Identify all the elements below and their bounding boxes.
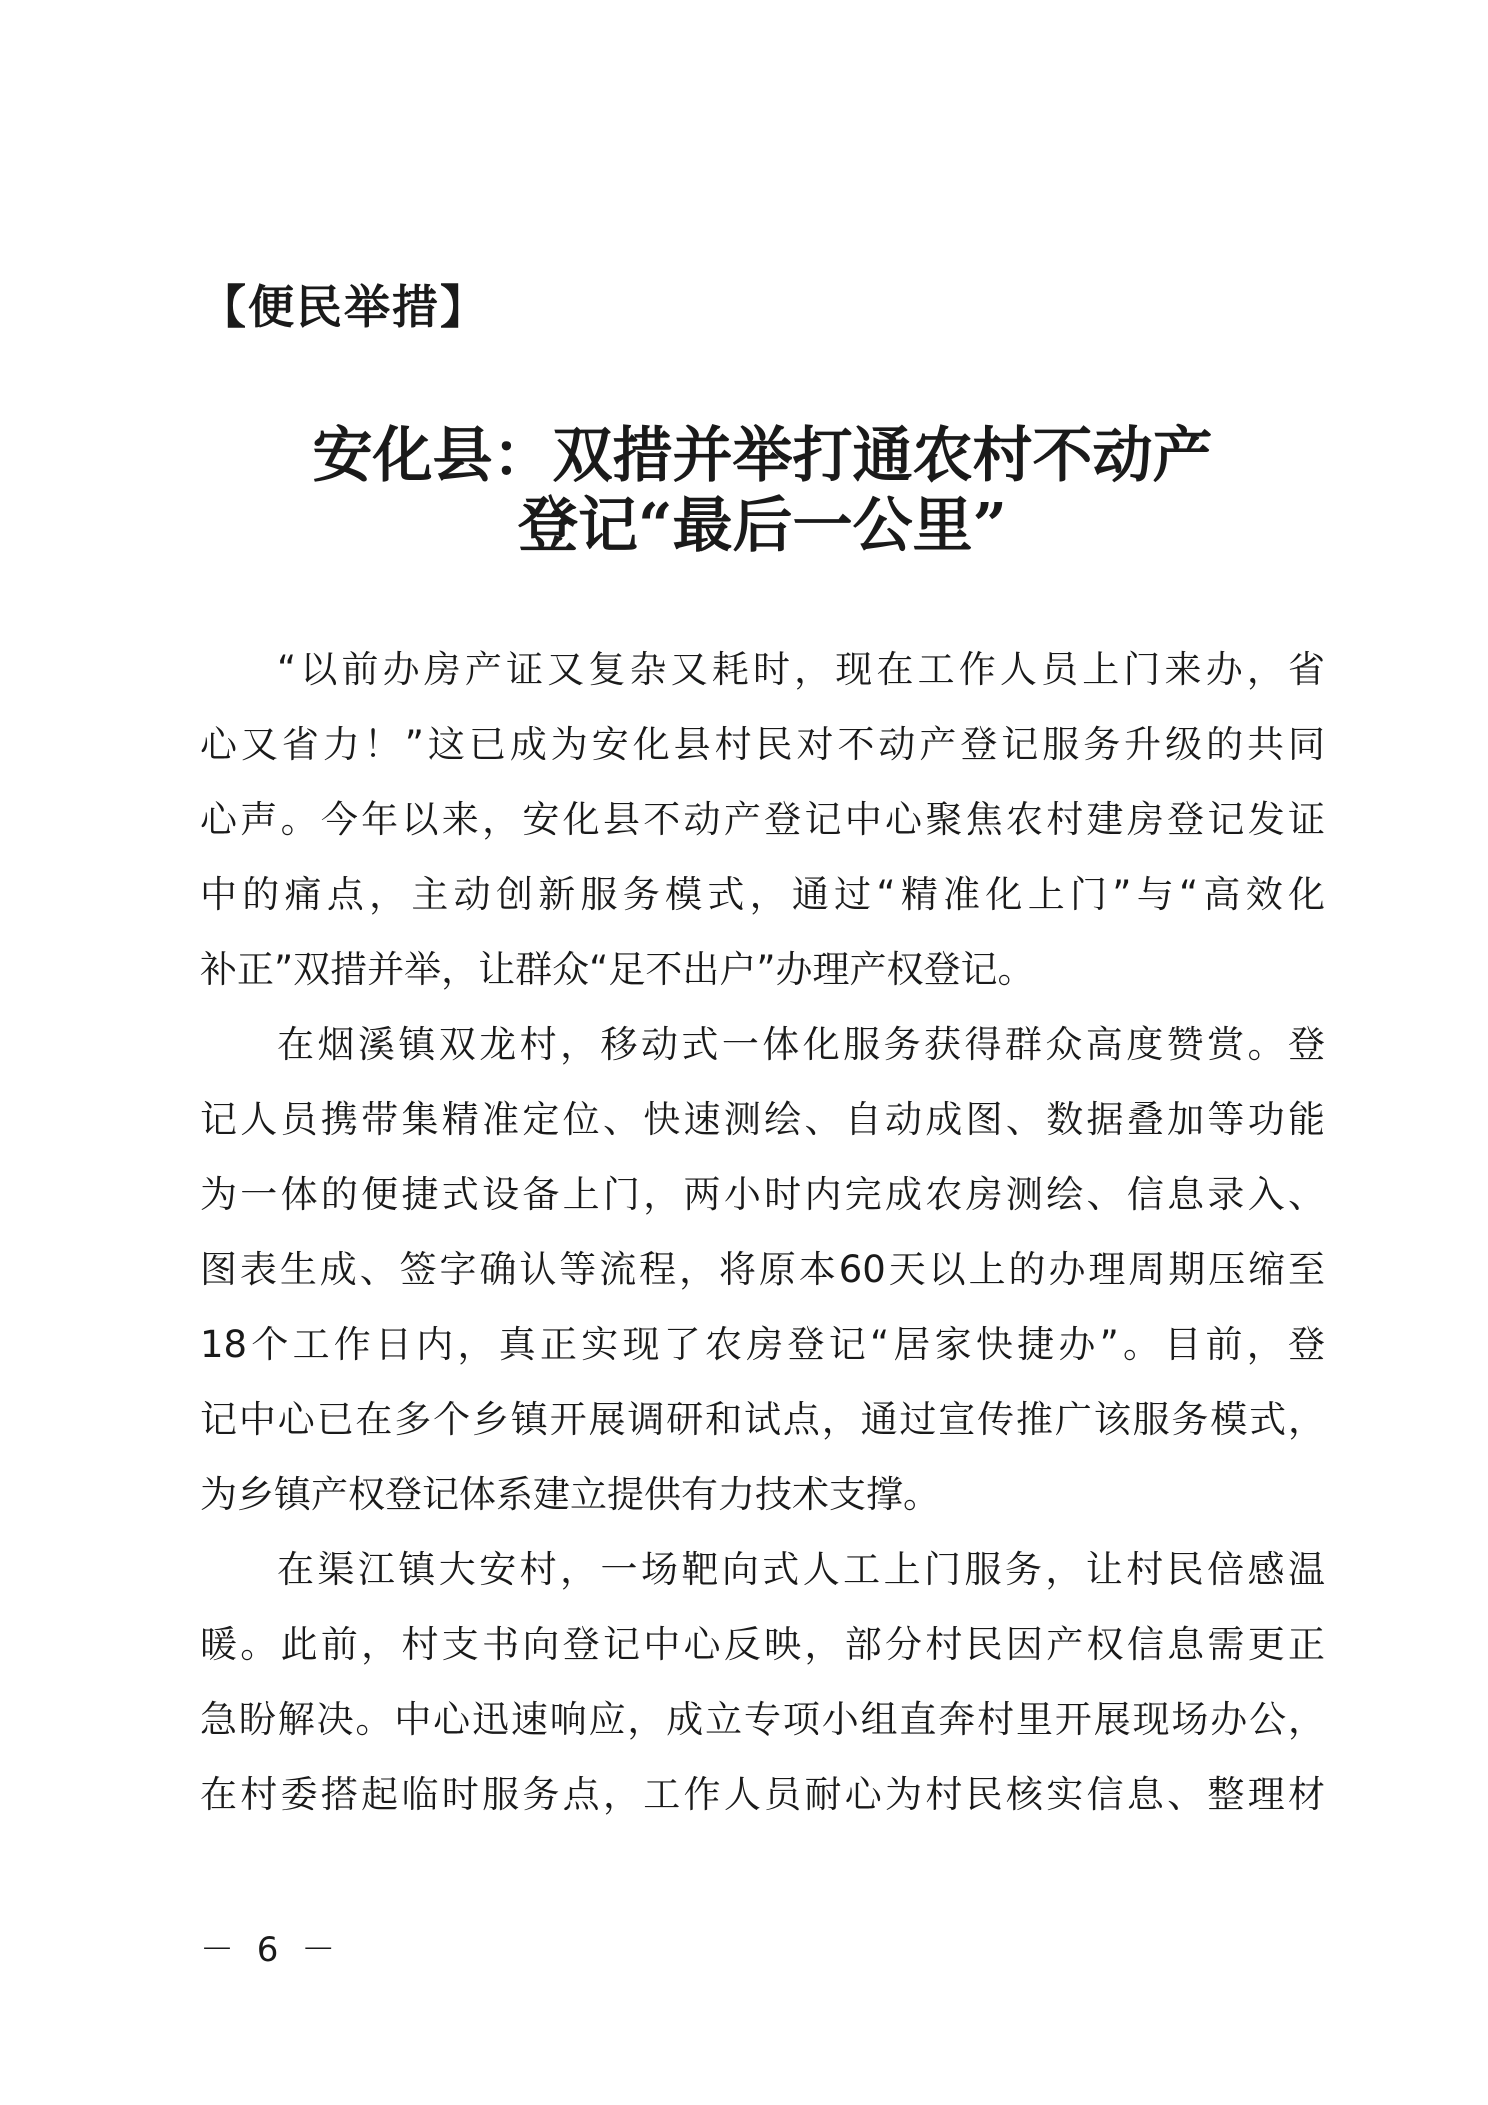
article-body	[200, 632, 1325, 1832]
text-line: 补正”双措并举，让群众“足不出户”办理产权登记。	[200, 948, 1035, 991]
text-line: 为乡镇产权登记体系建立提供有力技术支撑。	[200, 1473, 940, 1516]
article-title-line-2: 登记“最后一公里”	[517, 491, 1008, 561]
text-line: 为一体的便捷式设备上门，两小时内完成农房测绘、信息录入、	[200, 1173, 1325, 1216]
paragraph-2	[200, 1007, 1325, 1532]
text-line: 记中心已在多个乡镇开展调研和试点，通过宣传推广该服务模式，	[200, 1398, 1325, 1441]
text-line: 心又省力！”这已成为安化县村民对不动产登记服务升级的共同	[200, 723, 1325, 766]
paragraph-3	[200, 1532, 1325, 1832]
text-line: 急盼解决。中心迅速响应，成立专项小组直奔村里开展现场办公，	[200, 1698, 1325, 1741]
text-line: 18个工作日内，真正实现了农房登记“居家快捷办”。目前，登	[200, 1323, 1325, 1366]
text-line: “以前办房产证又复杂又耗时，现在工作人员上门来办，省	[277, 648, 1325, 691]
text-line: 在村委搭起临时服务点，工作人员耐心为村民核实信息、整理材	[200, 1773, 1325, 1816]
section-tag: 【便民举措】	[200, 280, 488, 334]
article-title-line-1: 安化县：双措并举打通农村不动产	[312, 421, 1213, 491]
page-number: － 6 －	[200, 1930, 342, 1970]
text-line: 在烟溪镇双龙村，移动式一体化服务获得群众高度赞赏。登	[277, 1023, 1325, 1066]
text-line: 中的痛点，主动创新服务模式，通过“精准化上门”与“高效化	[200, 873, 1325, 916]
text-line: 暖。此前，村支书向登记中心反映，部分村民因产权信息需更正	[200, 1623, 1325, 1666]
text-line: 记人员携带集精准定位、快速测绘、自动成图、数据叠加等功能	[200, 1098, 1325, 1141]
text-line: 图表生成、签字确认等流程，将原本60天以上的办理周期压缩至	[200, 1248, 1325, 1291]
text-line: 心声。今年以来，安化县不动产登记中心聚焦农村建房登记发证	[200, 798, 1325, 841]
text-line: 在渠江镇大安村，一场靶向式人工上门服务，让村民倍感温	[277, 1548, 1325, 1591]
paragraph-1	[200, 632, 1325, 1007]
